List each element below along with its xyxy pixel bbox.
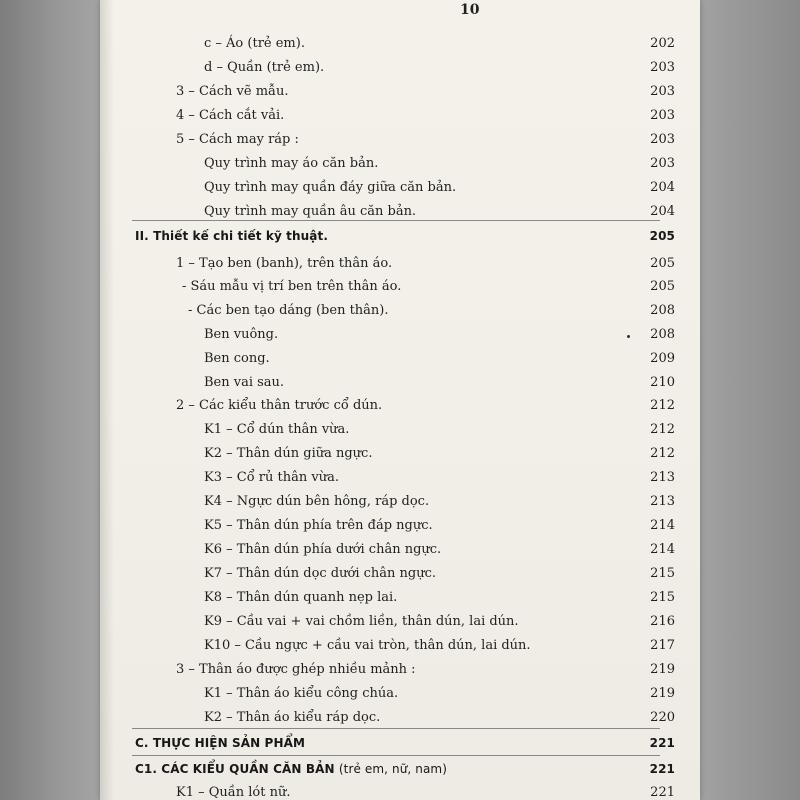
section-rule bbox=[132, 728, 660, 729]
toc-entry-page: 220 bbox=[650, 710, 675, 725]
toc-entry bbox=[100, 327, 675, 349]
toc-entry-page: 213 bbox=[650, 470, 675, 485]
toc-entry-page: 204 bbox=[650, 180, 675, 195]
toc-entry-label: K6 – Thân dún phía dưới chân ngực. bbox=[204, 542, 442, 557]
toc-entry bbox=[100, 108, 675, 130]
toc-entry bbox=[100, 84, 675, 106]
toc-entry-page: 215 bbox=[650, 590, 675, 605]
toc-entry bbox=[100, 256, 675, 278]
toc-entry-page: 212 bbox=[650, 422, 675, 437]
toc-entry-label: - Các ben tạo dáng (ben thân). bbox=[188, 303, 389, 318]
table-of-contents bbox=[100, 0, 700, 800]
toc-entry-page: 214 bbox=[650, 518, 675, 533]
toc-entry-label: K1 – Quần lót nữ. bbox=[176, 785, 291, 800]
toc-section-heading bbox=[100, 762, 675, 784]
toc-entry-page: 219 bbox=[650, 662, 675, 677]
toc-entry-label: - Sáu mẫu vị trí ben trên thân áo. bbox=[182, 279, 402, 294]
toc-entry-page: 203 bbox=[650, 60, 675, 75]
section-rule bbox=[132, 755, 660, 756]
toc-entry bbox=[100, 351, 675, 373]
toc-entry-label: K8 – Thân dún quanh nẹp lai. bbox=[204, 590, 398, 605]
toc-entry bbox=[100, 785, 675, 800]
toc-entry-page: 203 bbox=[650, 156, 675, 171]
toc-entry-label: K1 – Cổ dún thân vừa. bbox=[204, 422, 350, 437]
toc-entry-page: 203 bbox=[650, 132, 675, 147]
toc-entry-label: Ben vuông. bbox=[204, 327, 279, 342]
toc-entry-page: 213 bbox=[650, 494, 675, 509]
toc-entry-label: K3 – Cổ rủ thân vừa. bbox=[204, 470, 339, 485]
toc-entry bbox=[100, 36, 675, 58]
toc-entry bbox=[100, 518, 675, 540]
toc-entry-label: K2 – Thân áo kiểu ráp dọc. bbox=[204, 710, 381, 725]
toc-entry-label: K7 – Thân dún dọc dưới chân ngực. bbox=[204, 566, 437, 581]
toc-entry bbox=[100, 303, 675, 325]
toc-entry bbox=[100, 494, 675, 516]
page-number: 10 bbox=[460, 2, 480, 18]
toc-entry-page: 205 bbox=[650, 256, 675, 271]
toc-entry-label: K5 – Thân dún phía trên đáp ngực. bbox=[204, 518, 433, 533]
toc-entry bbox=[100, 132, 675, 154]
toc-entry-label: Quy trình may quần âu căn bản. bbox=[204, 204, 417, 219]
toc-entry-label: c – Áo (trẻ em). bbox=[204, 36, 305, 51]
section-rule bbox=[132, 220, 660, 221]
toc-entry-label: K2 – Thân dún giữa ngực. bbox=[204, 446, 373, 461]
toc-entry-page: 212 bbox=[650, 398, 675, 413]
toc-entry bbox=[100, 470, 675, 492]
toc-entry bbox=[100, 542, 675, 564]
toc-entry-page: 203 bbox=[650, 108, 675, 123]
toc-entry-page: 219 bbox=[650, 686, 675, 701]
toc-entry-page: 209 bbox=[650, 351, 675, 366]
toc-entry-label: Quy trình may quần đáy giữa căn bản. bbox=[204, 180, 457, 195]
toc-entry bbox=[100, 422, 675, 444]
toc-entry-label: 1 – Tạo ben (banh), trên thân áo. bbox=[176, 256, 393, 271]
toc-entry bbox=[100, 204, 675, 226]
toc-section-label: C. THỰC HIỆN SẢN PHẨM bbox=[135, 736, 306, 750]
toc-entry-label: K10 – Cầu ngực + cầu vai tròn, thân dún, lai dún. bbox=[204, 638, 531, 653]
toc-entry-page: 221 bbox=[650, 785, 675, 800]
toc-entry-page: 203 bbox=[650, 84, 675, 99]
toc-entry-label: 3 – Thân áo được ghép nhiều mảnh : bbox=[176, 662, 416, 677]
toc-entry-label: K9 – Cầu vai + vai chồm liền, thân dún, lai dún. bbox=[204, 614, 519, 629]
toc-entry-page: 215 bbox=[650, 566, 675, 581]
toc-section-subtitle: (trẻ em, nữ, nam) bbox=[338, 762, 447, 776]
toc-entry-page: 204 bbox=[650, 204, 675, 219]
toc-entry-label: Ben cong. bbox=[204, 351, 270, 366]
toc-section-heading bbox=[100, 229, 675, 251]
ink-dot bbox=[627, 335, 630, 338]
toc-entry bbox=[100, 638, 675, 660]
toc-entry-page: 217 bbox=[650, 638, 675, 653]
toc-entry bbox=[100, 566, 675, 588]
toc-section-page: 205 bbox=[649, 229, 675, 243]
toc-entry-page: 216 bbox=[650, 614, 675, 629]
toc-entry bbox=[100, 279, 675, 301]
toc-section-label bbox=[135, 762, 447, 776]
toc-entry-page: 208 bbox=[650, 327, 675, 342]
toc-entry-page: 205 bbox=[650, 279, 675, 294]
toc-section-page: 221 bbox=[649, 736, 675, 750]
toc-entry-page: 202 bbox=[650, 36, 675, 51]
toc-entry bbox=[100, 60, 675, 82]
toc-entry bbox=[100, 446, 675, 468]
toc-entry-page: 208 bbox=[650, 303, 675, 318]
toc-entry-label: K4 – Ngực dún bên hông, ráp dọc. bbox=[204, 494, 430, 509]
toc-section-page: 221 bbox=[649, 762, 675, 776]
toc-entry bbox=[100, 590, 675, 612]
toc-entry-label: 4 – Cách cắt vải. bbox=[176, 108, 285, 123]
toc-entry bbox=[100, 375, 675, 397]
toc-entry bbox=[100, 180, 675, 202]
toc-entry-page: 214 bbox=[650, 542, 675, 557]
toc-entry-label: 3 – Cách vẽ mẫu. bbox=[176, 84, 289, 99]
toc-entry-label: 2 – Các kiểu thân trước cổ dún. bbox=[176, 398, 383, 413]
toc-entry-label: 5 – Cách may ráp : bbox=[176, 132, 299, 147]
toc-entry-page: 210 bbox=[650, 375, 675, 390]
toc-entry bbox=[100, 398, 675, 420]
book-page bbox=[100, 0, 700, 800]
toc-section-label: II. Thiết kế chi tiết kỹ thuật. bbox=[135, 229, 329, 243]
toc-section-title: C1. CÁC KIỂU QUẦN CĂN BẢN bbox=[135, 762, 335, 776]
toc-entry bbox=[100, 662, 675, 684]
toc-entry-label: K1 – Thân áo kiểu công chúa. bbox=[204, 686, 399, 701]
toc-entry-page: 212 bbox=[650, 446, 675, 461]
toc-entry bbox=[100, 156, 675, 178]
toc-entry bbox=[100, 686, 675, 708]
toc-entry bbox=[100, 614, 675, 636]
toc-entry-label: Quy trình may áo căn bản. bbox=[204, 156, 379, 171]
toc-entry-label: Ben vai sau. bbox=[204, 375, 285, 390]
toc-entry-label: d – Quần (trẻ em). bbox=[204, 60, 325, 75]
